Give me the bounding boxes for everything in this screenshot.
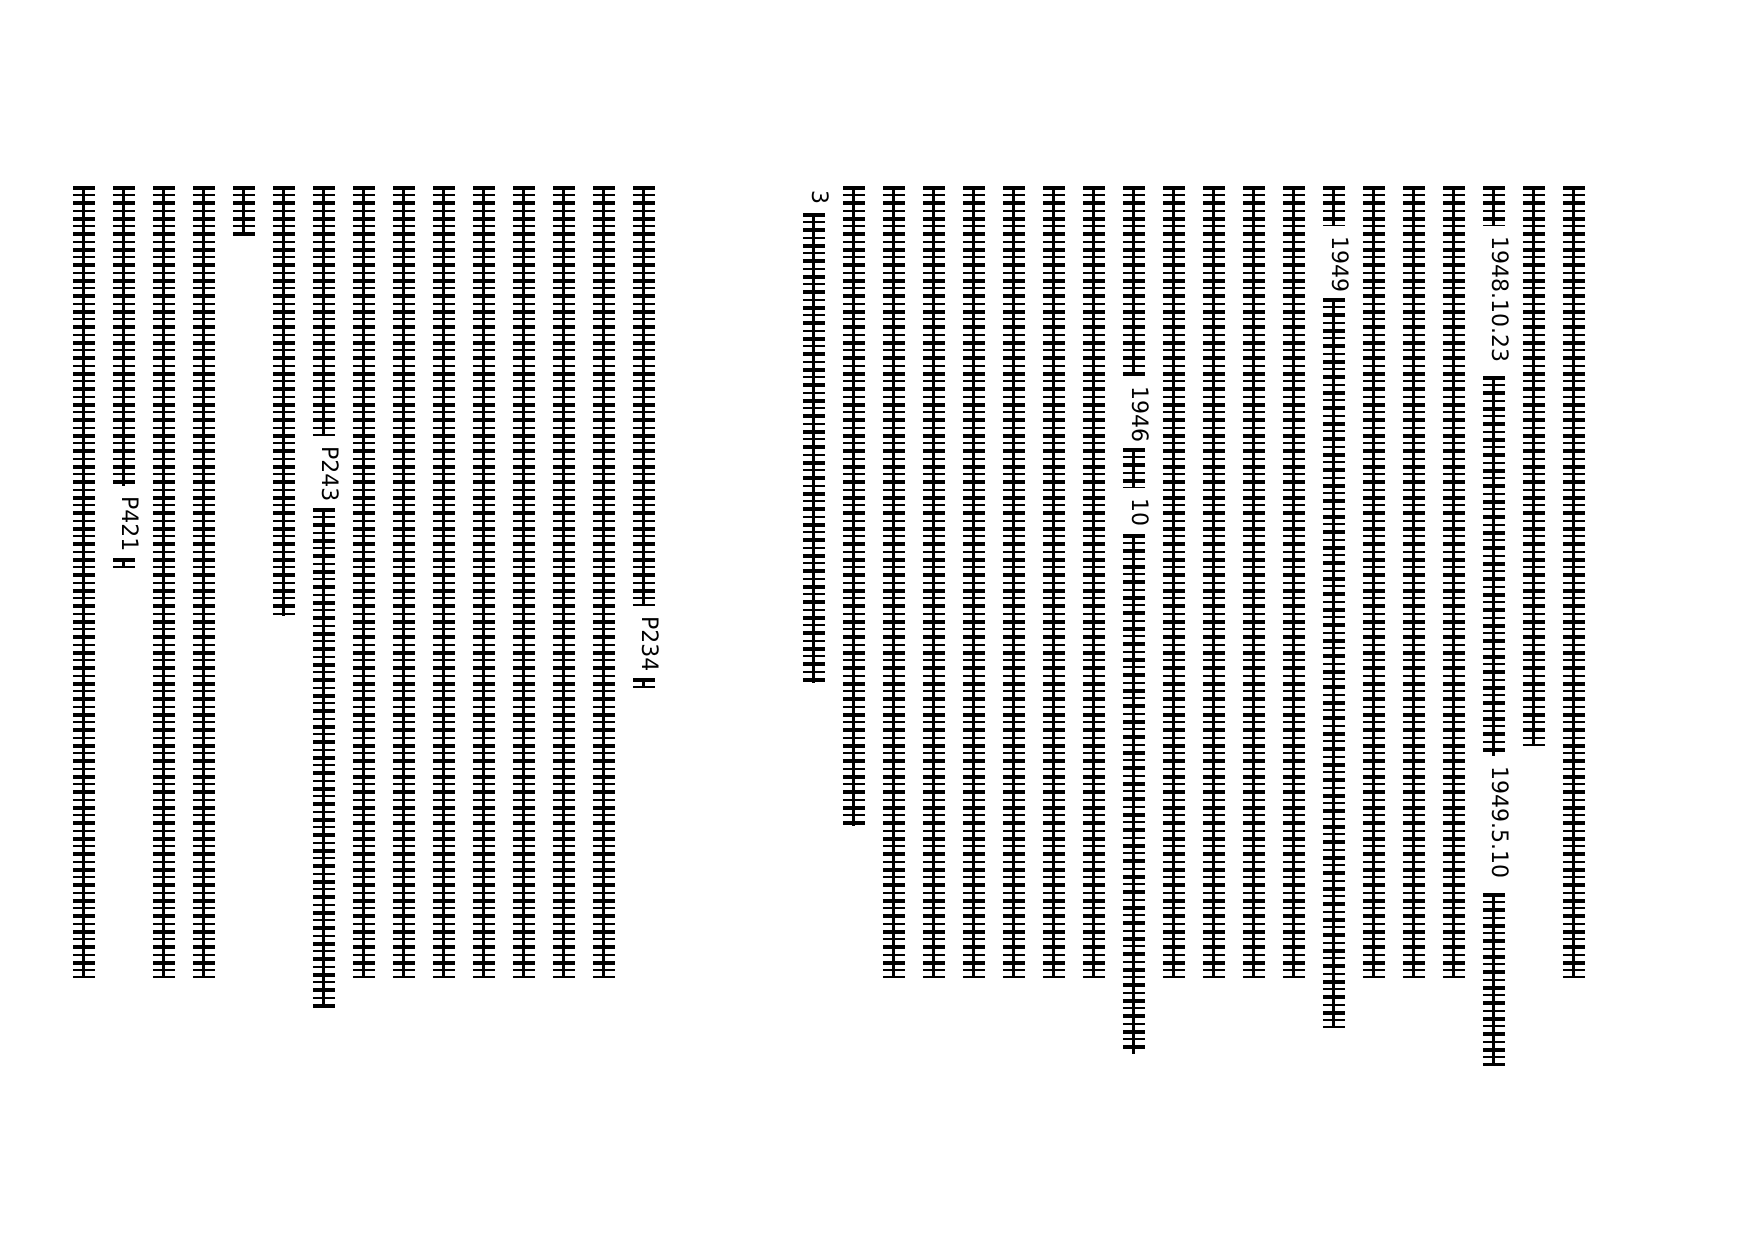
mongolian-script-run	[1123, 534, 1145, 1054]
text-column	[1277, 186, 1310, 1086]
mongolian-script-run	[633, 678, 655, 688]
mongolian-script-run	[433, 186, 455, 978]
text-column	[227, 186, 260, 1086]
text-column	[1317, 186, 1350, 1086]
text-column	[837, 186, 870, 1086]
text-column	[957, 186, 990, 1086]
mongolian-script-run	[1563, 186, 1585, 978]
latin-numeral: 10	[1119, 494, 1149, 530]
latin-numeral: 1949	[1319, 232, 1349, 296]
text-column	[387, 186, 420, 1086]
text-column	[1077, 186, 1110, 1086]
text-column	[797, 186, 830, 1086]
mongolian-script-run	[923, 186, 945, 978]
text-column	[147, 186, 180, 1086]
mongolian-script-run	[1243, 186, 1265, 978]
text-column	[1237, 186, 1270, 1086]
text-column	[467, 186, 500, 1086]
mongolian-script-run	[1003, 186, 1025, 978]
mongolian-script-run	[233, 186, 255, 236]
text-column	[187, 186, 220, 1086]
latin-numeral: P243	[309, 442, 339, 505]
text-column	[267, 186, 300, 1086]
text-column	[587, 186, 620, 1086]
text-column	[1037, 186, 1070, 1086]
mongolian-script-run	[1203, 186, 1225, 978]
text-column	[547, 186, 580, 1086]
text-column	[107, 186, 140, 1086]
mongolian-script-run	[963, 186, 985, 978]
mongolian-script-run	[313, 508, 335, 1008]
mongolian-script-run	[1043, 186, 1065, 978]
mongolian-script-run	[1123, 448, 1145, 488]
mongolian-script-run	[593, 186, 615, 978]
mongolian-script-run	[1403, 186, 1425, 978]
mongolian-script-run	[313, 186, 335, 436]
text-column	[1157, 186, 1190, 1086]
text-column	[1437, 186, 1470, 1086]
mongolian-script-run	[1283, 186, 1305, 978]
text-column	[507, 186, 540, 1086]
mongolian-script-run	[113, 186, 135, 486]
text-column	[1517, 186, 1550, 1086]
mongolian-script-run	[1483, 893, 1505, 1066]
mongolian-script-run	[273, 186, 295, 616]
mongolian-script-run	[1123, 186, 1145, 376]
text-column	[347, 186, 380, 1086]
text-column	[1557, 186, 1590, 1086]
mongolian-script-run	[1083, 186, 1105, 978]
text-column	[1357, 186, 1390, 1086]
latin-numeral: 1949.5.10	[1479, 762, 1509, 882]
latin-numeral: 1948.10.23	[1479, 232, 1509, 366]
text-block-upper	[740, 186, 1590, 1086]
text-column	[1397, 186, 1430, 1086]
text-column	[627, 186, 660, 1086]
mongolian-script-run	[1443, 186, 1465, 978]
mongolian-script-run	[1363, 186, 1385, 978]
mongolian-script-run	[1323, 186, 1345, 226]
mongolian-script-run	[1163, 186, 1185, 978]
text-column	[1197, 186, 1230, 1086]
text-column	[1477, 186, 1510, 1086]
latin-numeral: 3	[799, 186, 829, 208]
mongolian-script-run	[883, 186, 905, 978]
mongolian-script-run	[1483, 376, 1505, 756]
latin-numeral: P234	[629, 612, 659, 675]
text-column	[307, 186, 340, 1086]
text-column	[427, 186, 460, 1086]
mongolian-script-run	[393, 186, 415, 978]
mongolian-script-run	[843, 186, 865, 826]
text-column	[1117, 186, 1150, 1086]
text-column	[67, 186, 100, 1086]
mongolian-script-run	[113, 558, 135, 568]
mongolian-script-run	[473, 186, 495, 978]
text-column	[877, 186, 910, 1086]
mongolian-script-run	[553, 186, 575, 978]
mongolian-script-run	[1523, 186, 1545, 746]
mongolian-script-run	[803, 213, 825, 683]
latin-numeral: 1946	[1119, 382, 1149, 446]
mongolian-script-run	[1323, 298, 1345, 1028]
mongolian-script-run	[633, 186, 655, 606]
text-block-lower	[116, 186, 661, 1086]
mongolian-script-run	[513, 186, 535, 978]
mongolian-script-run	[1483, 186, 1505, 226]
mongolian-script-run	[193, 186, 215, 978]
mongolian-script-run	[153, 186, 175, 978]
latin-numeral: P421	[109, 492, 139, 555]
mongolian-script-run	[353, 186, 375, 978]
text-column	[997, 186, 1030, 1086]
mongolian-script-run	[73, 186, 95, 978]
text-column	[917, 186, 950, 1086]
